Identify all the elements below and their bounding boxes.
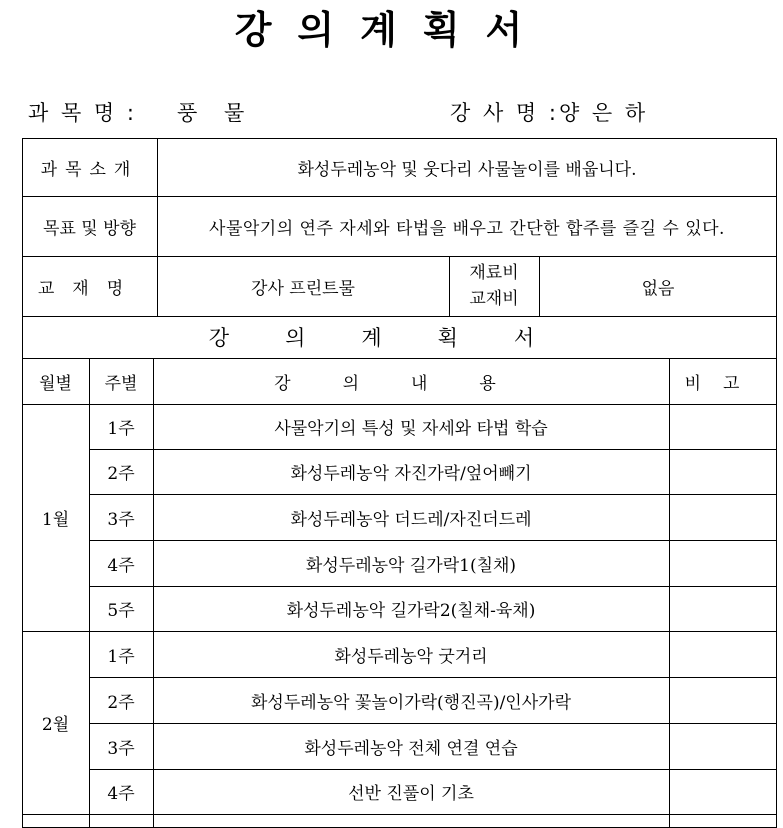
divider — [22, 814, 777, 815]
fee-label-textbook: 교재비 — [469, 289, 519, 309]
content-cell: 사물악기의 특성 및 자세와 타법 학습 — [274, 419, 548, 439]
textbook-label: 교재명 — [37, 278, 142, 299]
goal-value: 사물악기의 연주 자세와 타법을 배우고 간단한 합주를 즐길 수 있다. — [209, 218, 725, 239]
content-cell: 화성두레농악 자진가락/엎어빼기 — [290, 464, 532, 484]
week-cell: 4주 — [107, 555, 135, 576]
subject-label: 과 목 명 : — [28, 101, 137, 125]
content-cell: 화성두레농악 길가락1(칠채) — [305, 555, 517, 576]
fee-value: 없음 — [641, 278, 675, 299]
week-cell: 1주 — [107, 419, 135, 439]
content-cell: 선반 진풀이 기초 — [348, 784, 474, 804]
fee-label-material: 재료비 — [469, 263, 519, 283]
note-cell — [669, 586, 777, 631]
week-cell: 2주 — [107, 692, 135, 713]
col-content-header: 강의내용 — [274, 373, 548, 394]
content-cell: 화성두레농악 더드레/자진더드레 — [290, 509, 532, 530]
textbook-value: 강사 프린트물 — [251, 278, 355, 299]
content-cell: 화성두레농악 꽃놀이가락(행진곡)/인사가락 — [251, 692, 571, 713]
goal-label: 목표 및 방향 — [43, 218, 136, 239]
month-cell-1: 1월 — [41, 510, 70, 530]
document-title: 강의계획서 — [234, 8, 549, 52]
note-cell — [669, 631, 777, 677]
content-cell: 화성두레농악 길가락2(칠채-육채) — [286, 601, 536, 621]
content-cell: 화성두레농악 굿거리 — [334, 646, 488, 667]
col-month-header: 월별 — [39, 373, 72, 394]
intro-label: 과목소개 — [40, 159, 139, 180]
note-cell — [669, 769, 777, 814]
col-note-header: 비고 — [684, 373, 762, 394]
week-cell: 5주 — [107, 601, 135, 621]
subject-value: 풍 물 — [177, 101, 255, 125]
note-cell — [669, 677, 777, 723]
intro-value: 화성두레농악 및 웃다리 사물놀이를 배웁니다. — [297, 159, 637, 180]
col-week-header: 주별 — [104, 373, 138, 394]
content-cell: 화성두레농악 전체 연결 연습 — [304, 738, 518, 759]
note-cell — [669, 723, 777, 769]
note-cell — [669, 494, 777, 540]
week-cell: 3주 — [107, 738, 135, 759]
note-cell — [669, 404, 777, 449]
instructor-value: 양 은 하 — [558, 101, 649, 125]
note-cell — [669, 540, 777, 586]
fee-label — [449, 256, 539, 316]
month-cell-2: 2월 — [41, 715, 70, 735]
instructor-line — [450, 98, 648, 128]
week-cell: 1주 — [107, 646, 135, 667]
week-cell: 4주 — [107, 784, 135, 804]
note-cell — [669, 449, 777, 494]
week-cell: 2주 — [107, 464, 135, 484]
plan-section-title: 강의계획서 — [208, 326, 591, 350]
week-cell: 3주 — [107, 509, 135, 530]
instructor-label: 강 사 명 : — [450, 101, 559, 125]
